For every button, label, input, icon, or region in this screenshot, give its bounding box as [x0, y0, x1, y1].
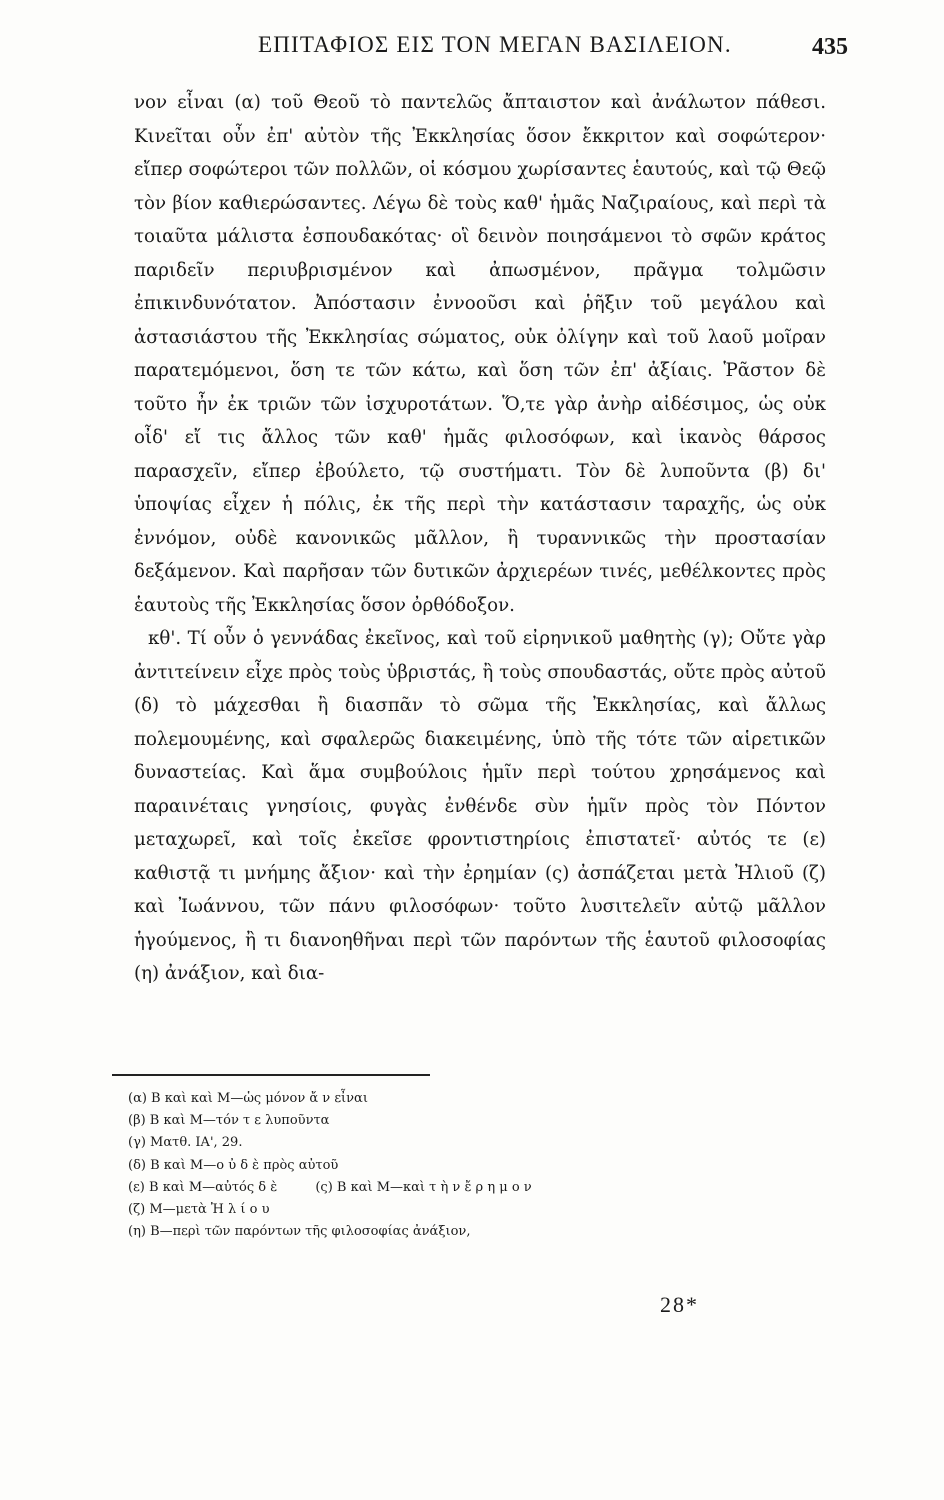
section-paragraph: κθ'. Τί οὖν ὁ γεννάδας ἐκεῖνος, καὶ τοῦ εἰρηνικοῦ μαθητὴς (γ); Οὔτε γὰρ ἀντιτείνειν εἶχε πρὸς τοὺς ὑβριστάς, ἢ τοὺς σπουδαστάς, οὔτε πρὸς αὐτοῦ (δ) τὸ μάχεσθαι ἢ διασπᾶν τὸ σῶμα τῆς Ἐκκλησίας, καὶ ἄλλως πολεμουμένης, καὶ σφαλερῶς διακειμένης, ὑπὸ τῆς τότε τῶν αἱρετικῶν δυναστείας. Καὶ ἅμα συμβούλοις ἡμῖν περὶ τούτου χρησάμενος καὶ παραινέταις γνησίοις, φυγὰς ἐνθένδε σὺν ἡμῖν πρὸς τὸν Πόντον μεταχωρεῖ, καὶ τοῖς ἐκεῖσε φροντιστηρίοις ἐπιστατεῖ· αὐτός τε (ε) καθιστᾷ τι μνήμης ἄξιον· καὶ τὴν ἐρημίαν (ς) ἀσπάζεται μετὰ Ἠλιοῦ (ζ) καὶ Ἰωάννου, τῶν πάνυ φιλοσόφων· τοῦτο λυσιτελεῖν αὐτῷ μᾶλλον ἡγούμενος, ἢ τι διανοηθῆναι περὶ τῶν παρόντων τῆς ἑαυτοῦ φιλοσοφίας (η) ἀνάξιον, καὶ δια-: [134, 628, 826, 984]
running-title: ΕΠΙΤΑΦΙΟΣ ΕΙΣ ΤΟΝ ΜΕΓΑΝ ΒΑΣΙΛΕΙΟΝ.: [258, 32, 732, 57]
footnote-d: (δ) Β καὶ Μ—ο ὐ δ ὲ πρὸς αὐτοῦ: [128, 1157, 339, 1173]
signature-mark: 28*: [660, 1292, 699, 1317]
body-text: [134, 86, 826, 991]
footnote-h: (η) Β—περὶ τῶν παρόντων τῆς φιλοσοφίας ἀνάξιον,: [128, 1224, 471, 1240]
footnotes: [128, 1088, 688, 1243]
footnote-b: (β) Β καὶ Μ—τόν τ ε λυποῦντα: [128, 1113, 330, 1129]
footnote-divider: [112, 1074, 430, 1076]
footnote-s: (ς) Β καὶ Μ—καὶ τ ὴ ν ἔ ρ η μ ο ν: [315, 1179, 532, 1195]
footnote-pair: [128, 1177, 688, 1199]
running-head: [258, 32, 848, 66]
footnote-e: (ε) Β καὶ Μ—αὐτός δ ὲ: [128, 1179, 278, 1195]
footnote-g: (γ) Ματθ. ΙΑ', 29.: [128, 1135, 243, 1151]
paragraph: νον εἶναι (α) τοῦ Θεοῦ τὸ παντελῶς ἄπταιστον καὶ ἀνάλωτον πάθεσι. Κινεῖται οὖν ἐπ' αὐτὸν τῆς Ἐκκλησίας ὅσον ἔκκριτον καὶ σοφώτερον· εἴπερ σοφώτεροι τῶν πολλῶν, οἱ κόσμου χωρίσαντες ἑαυτούς, καὶ τῷ Θεῷ τὸν βίον καθιερώσαντες. Λέγω δὲ τοὺς καθ' ἡμᾶς Ναζιραίους, καὶ περὶ τὰ τοιαῦτα μάλιστα ἐσπουδακότας· οἳ δεινὸν ποιησάμενοι τὸ σφῶν κράτος παριδεῖν περιυβρισμένον καὶ ἀπωσμένον, πρᾶγμα τολμῶσιν ἐπικινδυνότατον. Ἀπόστασιν ἐννοοῦσι καὶ ῥῆξιν τοῦ μεγάλου καὶ ἀστασιάστου τῆς Ἐκκλησίας σώματος, οὐκ ὀλίγην καὶ τοῦ λαοῦ μοῖραν παρατεμόμενοι, ὅση τε τῶν κάτω, καὶ ὅση τῶν ἐπ' ἀξίαις. Ῥᾶστον δὲ τοῦτο ἦν ἐκ τριῶν τῶν ἰσχυροτάτων. Ὅ,τε γὰρ ἀνὴρ αἰδέσιμος, ὡς οὐκ οἶδ' εἴ τις ἄλλος τῶν καθ' ἡμᾶς φιλοσόφων, καὶ ἱκανὸς θάρσος παρασχεῖν, εἴπερ ἐβούλετο, τῷ συστήματι. Τὸν δὲ λυποῦντα (β) δι' ὑποψίας εἶχεν ἡ πόλις, ἐκ τῆς περὶ τὴν κατάστασιν ταραχῆς, ὡς οὐκ ἐννόμον, οὐδὲ κανονικῶς μᾶλλον, ἢ τυραννικῶς τὴν προστασίαν δεξάμενον. Καὶ παρῆσαν τῶν δυτικῶν ἀρχιερέων τινές, μεθέλκοντες πρὸς ἑαυτοὺς τῆς Ἐκκλησίας ὅσον ὀρθόδοξον.: [134, 92, 826, 616]
page-number: 435: [812, 34, 848, 60]
footnote-a: (α) Β καὶ καὶ Μ—ὡς μόνον ἄ ν εἶναι: [128, 1091, 368, 1106]
footnote-z: (ζ) Μ—μετὰ Ἠ λ ί ο υ: [128, 1201, 270, 1217]
